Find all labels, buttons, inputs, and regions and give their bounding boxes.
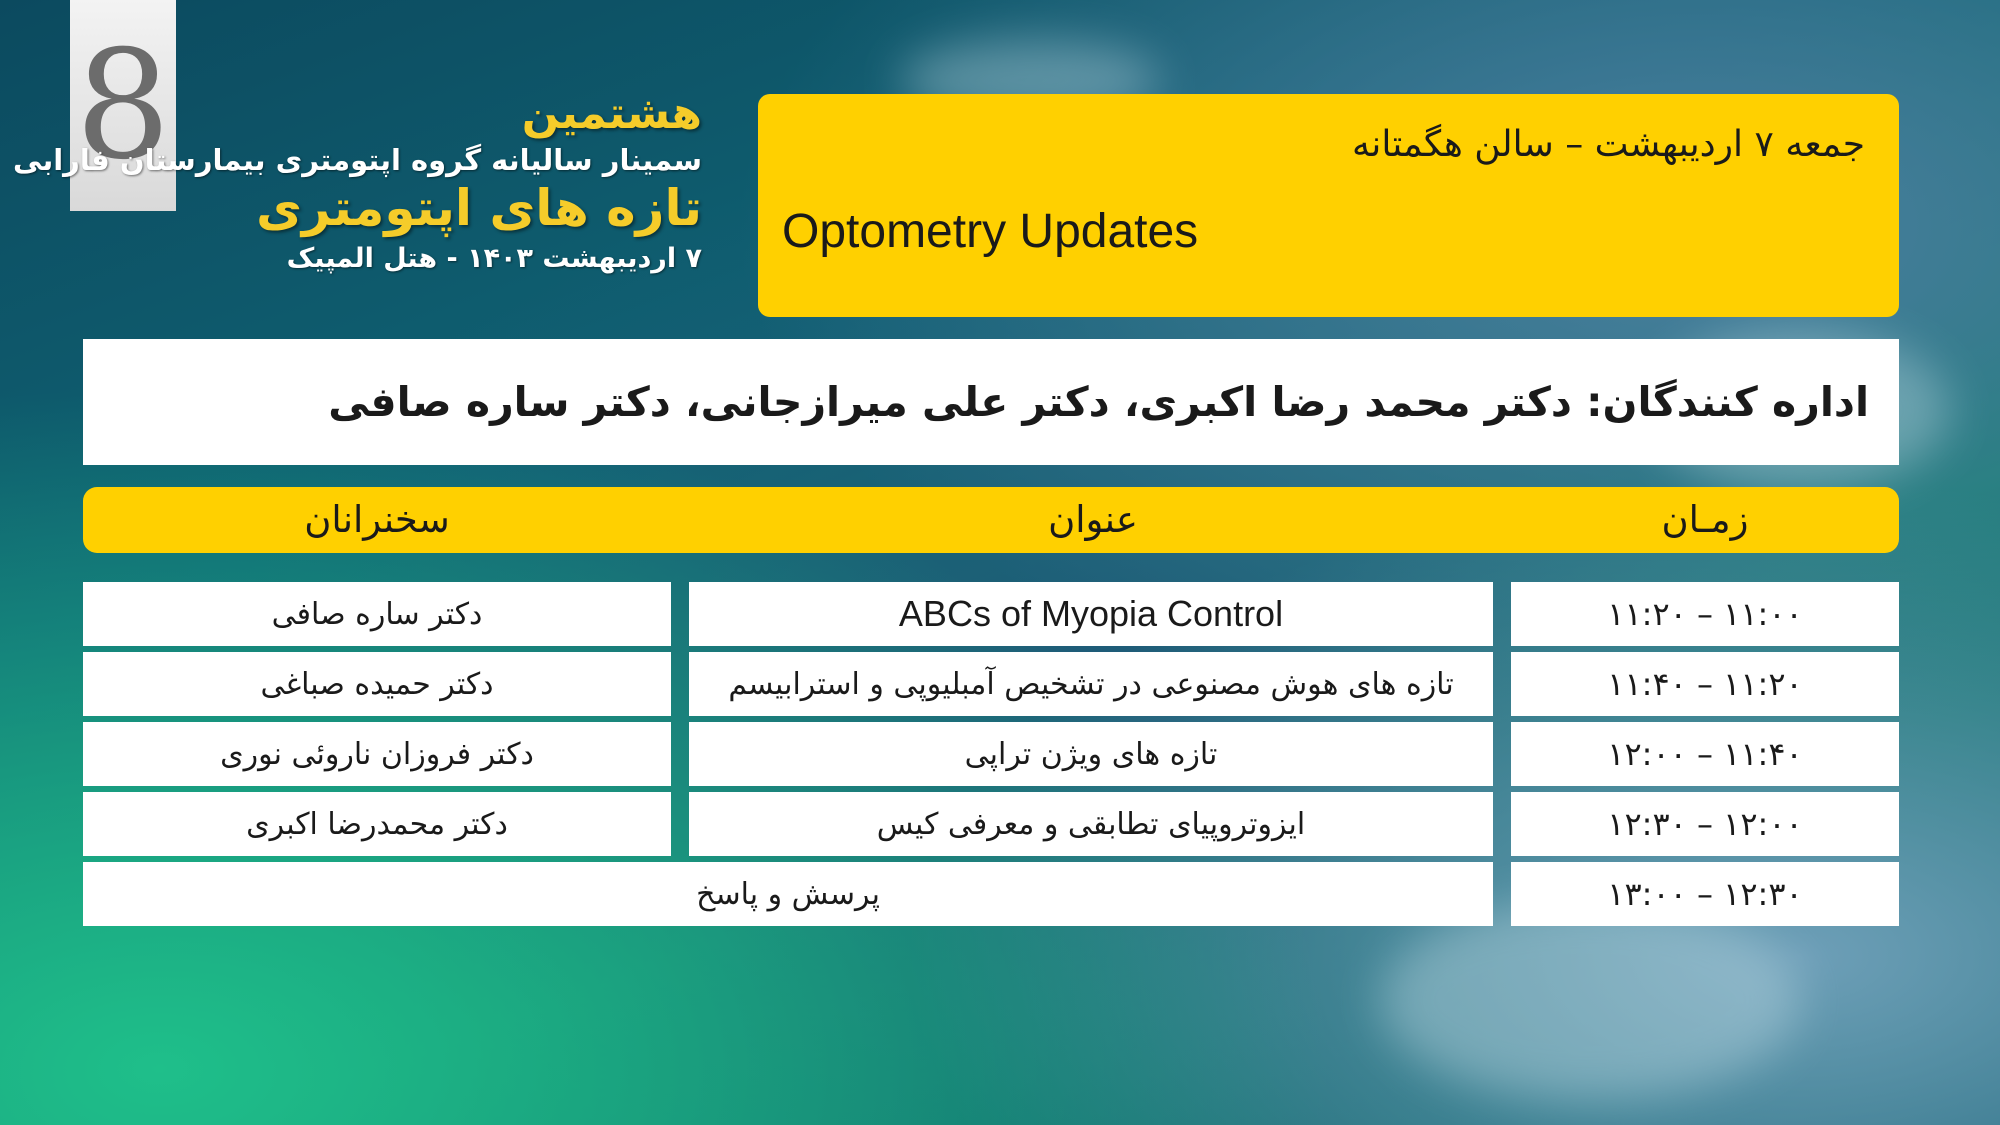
topic-cell: تازه های هوش مصنوعی در تشخیص آمبلیوپی و استرابیسم [689, 652, 1493, 716]
speaker-cell: دکتر ساره صافی [83, 582, 671, 646]
time-cell: ۱۲:۰۰ – ۱۲:۳۰ [1511, 792, 1899, 856]
seminar-logo [13, 88, 702, 274]
edition-number: 8 [75, 18, 171, 193]
moderators-box [83, 339, 1899, 465]
time-cell: ۱۱:۰۰ – ۱۱:۲۰ [1511, 582, 1899, 646]
header-speakers: سخنرانان [304, 498, 450, 541]
logo-edition-text: هشتمین [521, 88, 702, 139]
logo-date-venue: ۷ اردیبهشت ۱۴۰۳ - هتل المپیک [286, 243, 702, 274]
qa-time-cell: ۱۲:۳۰ – ۱۳:۰۰ [1511, 862, 1899, 926]
logo-seminar-name: سمینار سالیانه گروه اپتومتری بیمارستان فارابی [12, 143, 702, 177]
speaker-cell: دکتر فروزان ناروئی نوری [83, 722, 671, 786]
header-time: زمـان [1661, 498, 1749, 541]
time-cell: ۱۱:۲۰ – ۱۱:۴۰ [1511, 652, 1899, 716]
time-cell: ۱۱:۴۰ – ۱۲:۰۰ [1511, 722, 1899, 786]
speaker-cell: دکتر محمدرضا اکبری [83, 792, 671, 856]
table-header [83, 487, 1899, 553]
session-card [758, 94, 1899, 317]
topic-cell: ایزوتروپیای تطابقی و معرفی کیس [689, 792, 1493, 856]
moderators-text: اداره کنندگان: دکتر محمد رضا اکبری، دکتر علی میرازجانی، دکتر ساره صافی [328, 378, 1869, 426]
speaker-cell: دکتر حمیده صباغی [83, 652, 671, 716]
background-foam [1380, 900, 1800, 1100]
session-title: Optometry Updates [782, 205, 1199, 258]
topic-cell: تازه های ویژن تراپی [689, 722, 1493, 786]
topic-cell: ABCs of Myopia Control [689, 582, 1493, 646]
header-topic: عنوان [1048, 498, 1138, 541]
logo-title: تازه های اپتومتری [256, 179, 702, 237]
qa-cell: پرسش و پاسخ [83, 862, 1493, 926]
session-date-hall: جمعه ۷ اردیبهشت – سالن هگمتانه [1352, 124, 1865, 165]
